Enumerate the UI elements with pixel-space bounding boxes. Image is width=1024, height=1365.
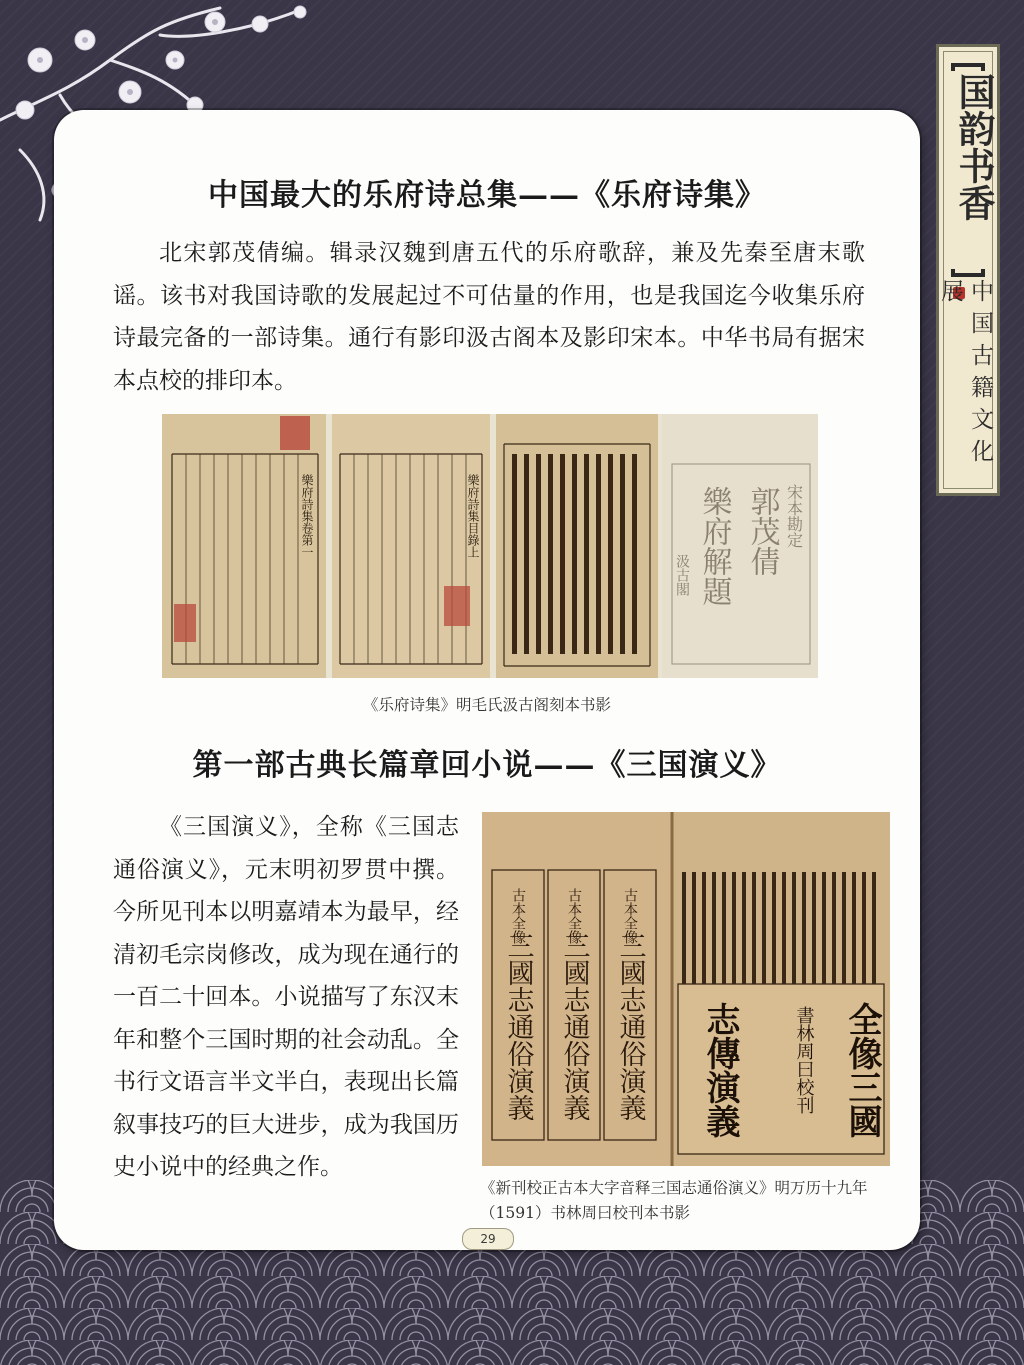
section1-caption: 《乐府诗集》明毛氏汲古阁刻本书影 (362, 696, 611, 714)
section2-paragraph: 《三国演义》，全称《三国志通俗演义》，元末明初罗贯中撰。今所见刊本以明嘉靖本为最早，经清初毛宗岗修改，成为现在通行的一百二十回本。小说描写了东汉末年和整个三国时期的社会动乱。全书行文语言半文半白，表现出长篇叙事技巧的巨大进步，成为我国历史小说中的经典之作。 (113, 814, 459, 1180)
cover-right: 全像三國 (842, 1002, 882, 1138)
page-number: 29 (462, 1228, 514, 1250)
section2-caption: 《新刊校正古本大字音释三国志通俗演义》明万历十九年（1591）书林周曰校刊本书影 (480, 1179, 868, 1222)
cover-left: 志傳演義 (700, 1002, 740, 1138)
panel4-line3: 樂府解題 (696, 486, 732, 606)
spine1-top: 古本全像 (510, 888, 526, 944)
panel2-title: 樂府詩集目錄上 (466, 474, 480, 558)
spine3-top: 古本全像 (622, 888, 638, 944)
banner-title: 国韵书香 (952, 73, 996, 221)
cover-mid: 書林周曰校刊 (793, 1006, 815, 1114)
panel1-title: 樂府詩集卷第一 (300, 474, 314, 558)
sanguo-yanyi-book-image (482, 812, 890, 1166)
spine1-title: 三國志通俗演義 (502, 932, 534, 1121)
yuefu-shiji-book-image (162, 414, 818, 678)
panel4-line1: 宋本勘定 (784, 484, 804, 548)
panel4-line4: 汲古閣 (674, 554, 690, 596)
bracket-top-icon (951, 63, 985, 71)
exhibition-banner (936, 44, 1000, 496)
section1-heading: 中国最大的乐府诗总集——《乐府诗集》 (208, 178, 766, 213)
spine2-title: 三國志通俗演義 (558, 932, 590, 1121)
content-card (54, 110, 920, 1250)
section1-paragraph: 北宋郭茂倩编。辑录汉魏到唐五代的乐府歌辞，兼及先秦至唐末歌谣。该书对我国诗歌的发展起过不可估量的作用，也是我国迄今收集乐府诗最完备的一部诗集。通行有影印汲古阁本及影印宋本。中华书局有据宋本点校的排印本。 (113, 240, 865, 394)
spine2-top: 古本全像 (566, 888, 582, 944)
section2-heading: 第一部古典长篇章回小说——《三国演义》 (192, 748, 782, 783)
bracket-bottom-icon (951, 269, 985, 277)
panel4-line2: 郭茂倩 (744, 486, 780, 576)
spine3-title: 三國志通俗演義 (614, 932, 646, 1121)
banner-subtitle: 中国古籍文化展 (937, 279, 993, 471)
